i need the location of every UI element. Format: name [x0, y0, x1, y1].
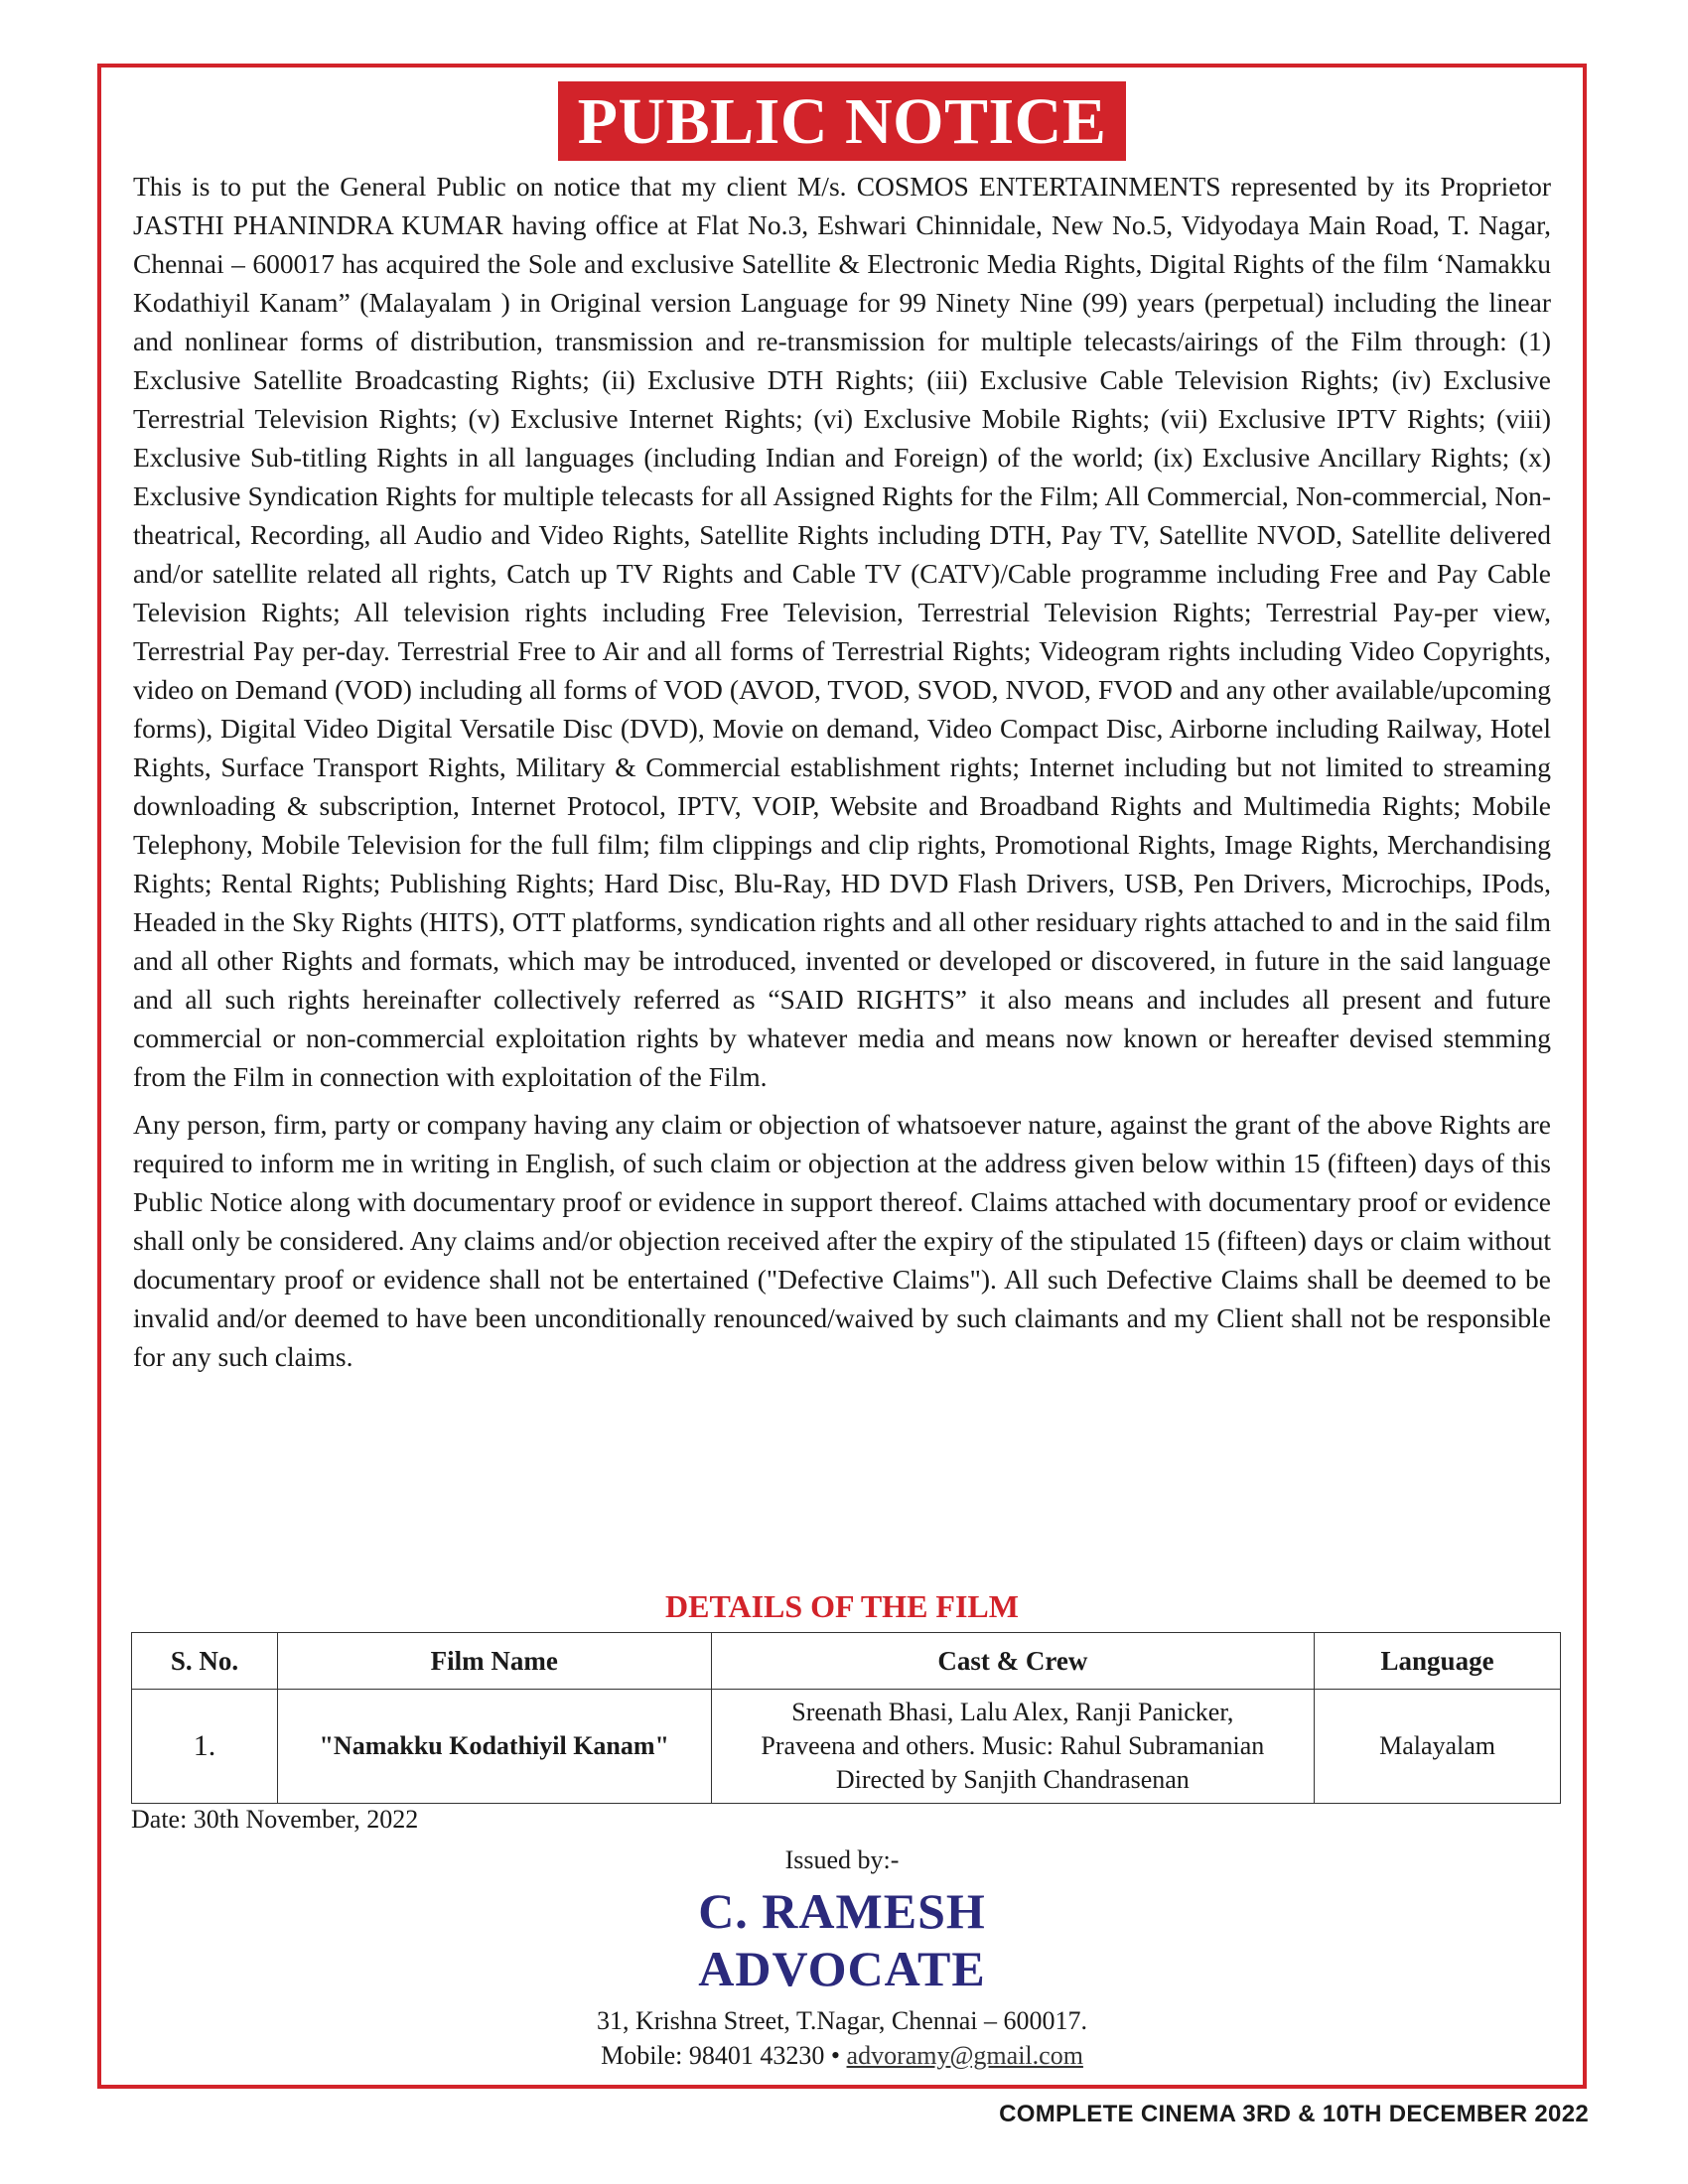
column-header-film-name: Film Name: [277, 1633, 711, 1690]
contact-line: [101, 2038, 1583, 2073]
cell-sno: 1.: [132, 1690, 278, 1804]
notice-title: PUBLIC NOTICE: [558, 81, 1127, 161]
notice-paragraph-rights: This is to put the General Public on notice that my client M/s. COSMOS ENTERTAINMENTS represented by its Proprietor JASTHI PHANINDRA KUMAR having office at Flat No.3, Eshwari Chinnidale, New No.5, Vidyodaya Main Road, T. Nagar, Chennai – 600017 has acquired the Sole and exclusive Satellite & Electronic Media Rights, Digital Rights of the film ‘Namakku Kodathiyil Kanam” (Malayalam ) in Original version Language for 99 Ninety Nine (99) years (perpetual) including the linear and nonlinear forms of distribution, transmission and re-transmission for multiple telecasts/airings of the Film through: (1) Exclusive Satellite Broadcasting Rights; (ii) Exclusive DTH Rights; (iii) Exclusive Cable Television Rights; (iv) Exclusive Terrestrial Television Rights; (v) Exclusive Internet Rights; (vi) Exclusive Mobile Rights; (vii) Exclusive IPTV Rights; (viii) Exclusive Sub-titling Rights in all languages (including Indian and Foreign) of the world; (ix) Exclusive Ancillary Rights; (x) Exclusive Syndication Rights for multiple telecasts for all Assigned Rights for the Film; All Commercial, Non-commercial, Non-theatrical, Recording, all Audio and Video Rights, Satellite Rights including DTH, Pay TV, Satellite NVOD, Satellite delivered and/or satellite related all rights, Catch up TV Rights and Cable TV (CATV)/Cable programme including Free and Pay Cable Television Rights; All television rights including Free Television, Terrestrial Television Rights; Terrestrial Pay-per view, Terrestrial Pay per-day. Terrestrial Free to Air and all forms of Terrestrial Rights; Videogram rights including Video Copyrights, video on Demand (VOD) including all forms of VOD (AVOD, TVOD, SVOD, NVOD, FVOD and any other available/upcoming forms), Digital Video Digital Versatile Disc (DVD), Movie on demand, Video Compact Disc, Airborne including Railway, Hotel Rights, Surface Transport Rights, Military & Commercial establishment rights; Internet including but not limited to streaming downloading & subscription, Internet Protocol, IPTV, VOIP, Website and Broadband Rights and Multimedia Rights; Mobile Telephony, Mobile Television for the full film; film clippings and clip rights, Promotional Rights, Image Rights, Merchandising Rights; Rental Rights; Publishing Rights; Hard Disc, Blu-Ray, HD DVD Flash Drivers, USB, Pen Drivers, Microchips, IPods, Headed in the Sky Rights (HITS), OTT platforms, syndication rights and all other residuary rights attached to and in the said film and all other Rights and formats, which may be introduced, invented or developed or discovered, in future in the said language and all such rights hereinafter collectively referred as “SAID RIGHTS” it also means and includes all present and future commercial or non-commercial exploitation rights by whatever media and means now known or hereafter devised stemming from the Film in connection with exploitation of the Film.: [133, 171, 1551, 1092]
details-heading: DETAILS OF THE FILM: [665, 1588, 1019, 1624]
publication-footer: COMPLETE CINEMA 3RD & 10TH DECEMBER 2022: [999, 2101, 1589, 2127]
cell-film-name: "Namakku Kodathiyil Kanam": [277, 1690, 711, 1804]
notice-date: Date: 30th November, 2022: [131, 1805, 419, 1834]
notice-paragraph-claims: Any person, firm, party or company having any claim or objection of whatsoever nature, against the grant of the above Rights are required to inform me in writing in English, of such claim or objection at the address given below within 15 (fifteen) days of this Public Notice along with documentary proof or evidence in support thereof. Claims attached with documentary proof or evidence shall only be considered. Any claims and/or objection received after the expiry of the stipulated 15 (fifteen) days or claim without documentary proof or evidence shall not be entertained ("Defective Claims"). All such Defective Claims shall be deemed to be invalid and/or deemed to have been unconditionally renounced/waived by such claimants and my Client shall not be responsible for any such claims.: [133, 1109, 1551, 1372]
cast-line: Praveena and others. Music: Rahul Subramanian: [761, 1731, 1265, 1760]
advocate-title: ADVOCATE: [698, 1941, 986, 1996]
column-header-cast-crew: Cast & Crew: [711, 1633, 1315, 1690]
advocate-address: 31, Krishna Street, T.Nagar, Chennai – 600017.: [596, 2006, 1088, 2035]
cell-cast-crew: [711, 1690, 1315, 1804]
table-header-row: [132, 1633, 1561, 1690]
column-header-language: Language: [1315, 1633, 1561, 1690]
email-link[interactable]: advoramy@gmail.com: [846, 2041, 1083, 2070]
director-line: Directed by Sanjith Chandrasenan: [835, 1765, 1190, 1794]
issuer-block: [101, 1843, 1583, 2073]
mobile-number: Mobile: 98401 43230: [601, 2041, 825, 2070]
issued-by-label: Issued by:-: [784, 1845, 900, 1874]
notice-frame: [97, 64, 1587, 2089]
cast-line: Sreenath Bhasi, Lalu Alex, Ranji Panicker,: [791, 1698, 1234, 1726]
cell-language: Malayalam: [1315, 1690, 1561, 1804]
advocate-name: C. RAMESH: [698, 1883, 986, 1939]
film-details-table: [131, 1632, 1561, 1804]
notice-body: [133, 167, 1551, 1385]
table-row: [132, 1690, 1561, 1804]
column-header-sno: S. No.: [132, 1633, 278, 1690]
bullet-separator: •: [830, 2041, 841, 2070]
